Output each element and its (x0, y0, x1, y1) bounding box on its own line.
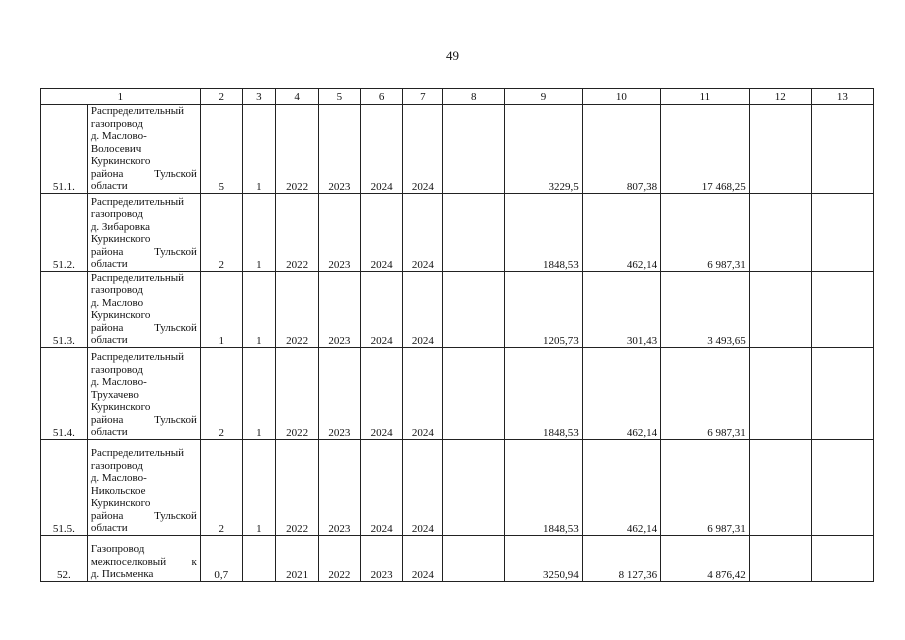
object-name-word: области (90, 426, 128, 438)
object-name-word: Тульской (154, 167, 197, 180)
cell-c6: 2024 (360, 347, 403, 439)
object-name-word: района (90, 413, 124, 426)
object-name (87, 193, 200, 271)
cell-c2: 5 (200, 105, 242, 194)
cell-c12 (749, 439, 811, 535)
cell-c9: 1848,53 (505, 347, 582, 439)
object-name-word: межпоселковый (90, 555, 167, 568)
data-table (40, 88, 874, 582)
object-name-word: газопровод (90, 117, 143, 130)
cell-c11: 6 987,31 (661, 347, 750, 439)
cell-c2: 2 (200, 439, 242, 535)
column-header: 9 (505, 89, 582, 105)
column-header: 13 (811, 89, 873, 105)
cell-c4: 2022 (276, 271, 319, 347)
page-number: 49 (446, 48, 459, 63)
cell-c3: 1 (242, 193, 276, 271)
cell-c12 (749, 347, 811, 439)
object-name-line (91, 510, 197, 523)
cell-c6: 2023 (360, 535, 403, 581)
cell-c13 (811, 193, 873, 271)
column-header: 3 (242, 89, 276, 105)
object-name-word: Распределительный (90, 105, 185, 117)
object-name-line (91, 196, 197, 209)
cell-c13 (811, 439, 873, 535)
object-name-line (91, 105, 197, 118)
object-name-line (91, 364, 197, 377)
cell-c13 (811, 347, 873, 439)
object-name-word: Тульской (154, 509, 197, 522)
object-name-word: д. Зибаровка (90, 220, 151, 233)
column-header: 5 (318, 89, 360, 105)
object-name-word: Распределительный (90, 195, 185, 208)
cell-c13 (811, 271, 873, 347)
cell-c3 (242, 535, 276, 581)
object-name-line (91, 322, 197, 335)
object-name-line (91, 258, 197, 271)
cell-c7: 2024 (403, 535, 443, 581)
cell-c9: 1205,73 (505, 271, 582, 347)
column-header: 2 (200, 89, 242, 105)
object-name-word: района (90, 509, 124, 522)
cell-c10: 8 127,36 (582, 535, 660, 581)
object-name-word: Куркинского (90, 401, 151, 413)
header-row (41, 89, 874, 105)
object-name-line (91, 284, 197, 297)
cell-c7: 2024 (403, 105, 443, 194)
object-name-line (91, 155, 197, 168)
object-name (87, 271, 200, 347)
object-name-word: Куркинского (90, 497, 151, 509)
object-name-line (91, 272, 197, 285)
object-name-word: района (90, 167, 124, 180)
cell-c4: 2022 (276, 193, 319, 271)
object-name (87, 535, 200, 581)
object-name-word: д. Маслово- (90, 472, 147, 484)
cell-c3: 1 (242, 347, 276, 439)
object-name-word: области (90, 334, 128, 346)
cell-c10: 462,14 (582, 347, 660, 439)
object-name-line (91, 485, 197, 498)
cell-c7: 2024 (403, 439, 443, 535)
object-name-line (91, 568, 197, 581)
cell-c3: 1 (242, 105, 276, 194)
object-name-line (91, 233, 197, 246)
column-header: 8 (443, 89, 505, 105)
cell-c4: 2022 (276, 439, 319, 535)
column-header: 10 (582, 89, 660, 105)
cell-c7: 2024 (403, 271, 443, 347)
cell-c11: 6 987,31 (661, 193, 750, 271)
object-name-line (91, 497, 197, 510)
table-row (41, 271, 874, 347)
cell-c11: 4 876,42 (661, 535, 750, 581)
object-name-word: области (90, 522, 128, 534)
object-name-line (91, 130, 197, 143)
object-name-word: области (90, 258, 128, 270)
object-name-word: к (191, 555, 197, 568)
object-name-word: газопровод (90, 363, 143, 376)
cell-c11: 3 493,65 (661, 271, 750, 347)
object-name-line (91, 168, 197, 181)
cell-c12 (749, 193, 811, 271)
cell-c5: 2023 (318, 271, 360, 347)
object-name-line (91, 460, 197, 473)
object-name-word: Тульской (154, 321, 197, 334)
object-name (87, 347, 200, 439)
cell-c9: 3250,94 (505, 535, 582, 581)
cell-c12 (749, 535, 811, 581)
object-name-word: Распределительный (90, 271, 185, 284)
cell-c8 (443, 439, 505, 535)
row-number: 51.2. (41, 193, 88, 271)
row-number: 51.3. (41, 271, 88, 347)
cell-c6: 2024 (360, 439, 403, 535)
row-number: 52. (41, 535, 88, 581)
column-header: 4 (276, 89, 319, 105)
object-name-line (91, 414, 197, 427)
object-name-line (91, 180, 197, 193)
cell-c6: 2024 (360, 271, 403, 347)
cell-c2: 0,7 (200, 535, 242, 581)
cell-c5: 2022 (318, 535, 360, 581)
cell-c5: 2023 (318, 193, 360, 271)
cell-c10: 462,14 (582, 193, 660, 271)
cell-c2: 2 (200, 193, 242, 271)
column-header: 6 (360, 89, 403, 105)
table-row (41, 535, 874, 581)
object-name-word: Трухачево (90, 388, 139, 401)
object-name-line (91, 389, 197, 402)
object-name-word: Волосевич (90, 142, 142, 155)
object-name-line (91, 401, 197, 414)
cell-c5: 2023 (318, 347, 360, 439)
object-name-word: Куркинского (90, 155, 151, 167)
object-name-line (91, 118, 197, 131)
object-name-word: Тульской (154, 245, 197, 258)
cell-c2: 1 (200, 271, 242, 347)
table-row (41, 193, 874, 271)
object-name-line (91, 351, 197, 364)
object-name-word: газопровод (90, 459, 143, 472)
table-row (41, 105, 874, 194)
object-name-word: области (90, 180, 128, 192)
row-number: 51.5. (41, 439, 88, 535)
cell-c7: 2024 (403, 193, 443, 271)
cell-c10: 301,43 (582, 271, 660, 347)
object-name-line (91, 447, 197, 460)
cell-c8 (443, 347, 505, 439)
table-row (41, 439, 874, 535)
cell-c12 (749, 105, 811, 194)
object-name-line (91, 376, 197, 389)
object-name-line (91, 556, 197, 569)
cell-c11: 6 987,31 (661, 439, 750, 535)
cell-c12 (749, 271, 811, 347)
object-name (87, 439, 200, 535)
cell-c13 (811, 535, 873, 581)
object-name-word: района (90, 245, 124, 258)
cell-c9: 3229,5 (505, 105, 582, 194)
cell-c7: 2024 (403, 347, 443, 439)
object-name-word: д. Письменка (90, 568, 154, 580)
cell-c13 (811, 105, 873, 194)
cell-c3: 1 (242, 439, 276, 535)
cell-c5: 2023 (318, 439, 360, 535)
cell-c4: 2022 (276, 105, 319, 194)
object-name-word: д. Маслово (90, 296, 144, 309)
cell-c5: 2023 (318, 105, 360, 194)
cell-c11: 17 468,25 (661, 105, 750, 194)
column-header: 1 (41, 89, 201, 105)
table-row (41, 347, 874, 439)
cell-c4: 2022 (276, 347, 319, 439)
object-name-word: Куркинского (90, 233, 151, 245)
object-name-word: района (90, 321, 124, 334)
row-number: 51.4. (41, 347, 88, 439)
object-name-line (91, 208, 197, 221)
object-name-word: Никольское (90, 484, 146, 497)
cell-c4: 2021 (276, 535, 319, 581)
object-name-line (91, 297, 197, 310)
object-name-line (91, 522, 197, 535)
cell-c3: 1 (242, 271, 276, 347)
column-header: 7 (403, 89, 443, 105)
cell-c10: 807,38 (582, 105, 660, 194)
cell-c8 (443, 105, 505, 194)
object-name (87, 105, 200, 194)
object-name-line (91, 221, 197, 234)
cell-c8 (443, 271, 505, 347)
object-name-line (91, 426, 197, 439)
object-name-word: д. Маслово- (90, 130, 147, 142)
object-name-line (91, 334, 197, 347)
object-name-line (91, 143, 197, 156)
row-number: 51.1. (41, 105, 88, 194)
cell-c8 (443, 193, 505, 271)
object-name-word: газопровод (90, 208, 143, 220)
object-name-word: газопровод (90, 284, 143, 296)
cell-c6: 2024 (360, 105, 403, 194)
object-name-line (91, 309, 197, 322)
object-name-word: Распределительный (90, 351, 185, 363)
object-name-word: Тульской (154, 413, 197, 426)
object-name-word: Распределительный (90, 447, 185, 459)
object-name-line (91, 543, 197, 556)
object-name-word: д. Маслово- (90, 376, 147, 388)
cell-c2: 2 (200, 347, 242, 439)
column-header: 11 (661, 89, 750, 105)
cell-c9: 1848,53 (505, 439, 582, 535)
object-name-line (91, 472, 197, 485)
object-name-word: Куркинского (90, 309, 151, 321)
cell-c8 (443, 535, 505, 581)
object-name-line (91, 246, 197, 259)
column-header: 12 (749, 89, 811, 105)
cell-c9: 1848,53 (505, 193, 582, 271)
object-name-word: Газопровод (90, 543, 145, 555)
cell-c6: 2024 (360, 193, 403, 271)
cell-c10: 462,14 (582, 439, 660, 535)
